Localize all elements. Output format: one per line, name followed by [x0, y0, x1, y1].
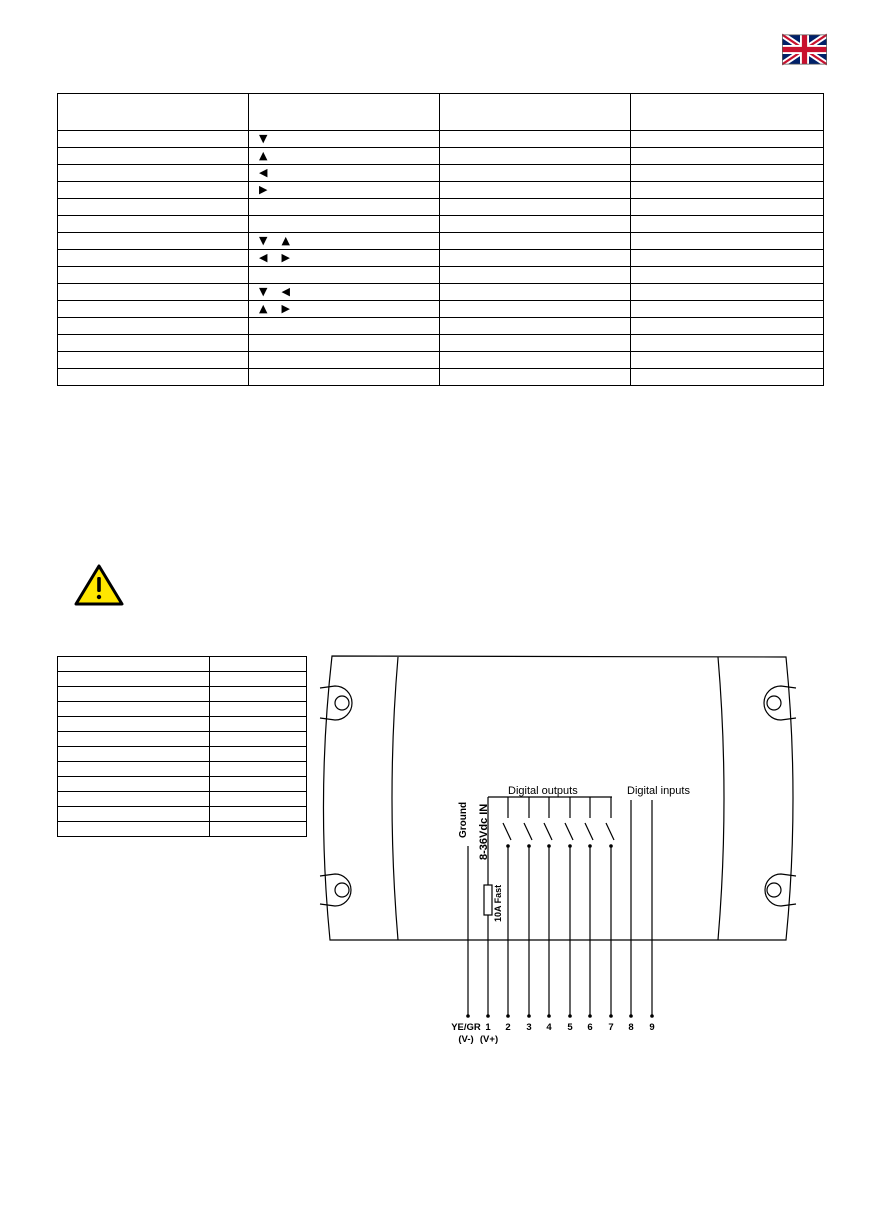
table-header-cell	[631, 94, 824, 131]
table-cell	[58, 687, 210, 702]
table-cell	[58, 672, 210, 687]
table-cell	[440, 233, 631, 250]
table-cell	[210, 747, 307, 762]
table-row	[58, 148, 824, 165]
key-function-table	[57, 93, 824, 386]
table-cell	[58, 747, 210, 762]
table-cell	[631, 250, 824, 267]
table-row	[58, 687, 307, 702]
table-cell	[58, 131, 249, 148]
table-row	[58, 216, 824, 233]
table-cell	[249, 369, 440, 386]
table-cell	[58, 318, 249, 335]
table-cell	[249, 284, 440, 301]
table-cell	[210, 717, 307, 732]
table-cell	[249, 182, 440, 199]
table-cell	[210, 822, 307, 837]
table-cell	[210, 657, 307, 672]
table-cell	[58, 335, 249, 352]
table-row	[58, 301, 824, 318]
table-header-cell	[249, 94, 440, 131]
table-cell	[631, 216, 824, 233]
table-row	[58, 807, 307, 822]
table-row	[58, 182, 824, 199]
table-row	[58, 335, 824, 352]
table-cell	[58, 657, 210, 672]
table-cell	[631, 182, 824, 199]
table-cell	[58, 165, 249, 182]
table-cell	[440, 199, 631, 216]
table-row	[58, 762, 307, 777]
terminal-table	[57, 656, 307, 837]
terminal-label: 3	[526, 1022, 532, 1033]
table-cell	[631, 335, 824, 352]
table-cell	[249, 131, 440, 148]
table-cell	[249, 335, 440, 352]
table-cell	[249, 216, 440, 233]
table-cell	[249, 352, 440, 369]
table-cell	[440, 352, 631, 369]
inputs-label: Digital inputs	[627, 785, 690, 797]
table-cell	[440, 369, 631, 386]
table-cell	[58, 216, 249, 233]
table-cell	[631, 284, 824, 301]
table-row	[58, 747, 307, 762]
terminal-label: 6	[587, 1022, 593, 1033]
warning-icon	[73, 563, 125, 607]
uk-flag-icon	[782, 33, 827, 66]
outputs-label: Digital outputs	[508, 785, 578, 797]
arrow-left-icon: ◀	[259, 251, 268, 265]
table-cell	[58, 822, 210, 837]
table-cell	[631, 267, 824, 284]
table-cell	[58, 148, 249, 165]
table-cell	[440, 335, 631, 352]
table-cell	[58, 182, 249, 199]
table-cell	[249, 233, 440, 250]
table-cell	[631, 369, 824, 386]
arrow-down-icon: ▼	[259, 234, 268, 248]
table-cell	[440, 284, 631, 301]
power-label: 8-36Vdc IN	[478, 803, 490, 860]
table-cell	[249, 250, 440, 267]
table-cell	[58, 284, 249, 301]
terminal-label: 7	[608, 1022, 614, 1033]
table-cell	[440, 301, 631, 318]
polarity-pos-label: (V+)	[479, 1034, 499, 1045]
arrow-left-icon: ◀	[259, 166, 268, 180]
table-row	[58, 352, 824, 369]
table-header-cell	[58, 94, 249, 131]
table-row	[58, 732, 307, 747]
table-cell	[210, 762, 307, 777]
table-row	[58, 369, 824, 386]
table-cell	[58, 732, 210, 747]
table-cell	[440, 165, 631, 182]
table-cell	[210, 792, 307, 807]
table-cell	[249, 318, 440, 335]
table-cell	[58, 807, 210, 822]
table-cell	[58, 352, 249, 369]
table-cell	[210, 777, 307, 792]
table-cell	[210, 687, 307, 702]
terminal-label: YE/GR	[451, 1022, 481, 1033]
table-row	[58, 131, 824, 148]
table-cell	[440, 267, 631, 284]
terminal-label: 9	[649, 1022, 655, 1033]
table-cell	[440, 182, 631, 199]
arrow-up-icon: ▲	[259, 302, 268, 316]
table-cell	[210, 732, 307, 747]
table-cell	[440, 318, 631, 335]
table-cell	[631, 131, 824, 148]
table-cell	[631, 165, 824, 182]
terminal-label: 8	[628, 1022, 634, 1033]
table-cell	[58, 717, 210, 732]
arrow-down-icon: ▼	[259, 132, 268, 146]
table-cell	[58, 267, 249, 284]
table-cell	[58, 702, 210, 717]
table-row	[58, 199, 824, 216]
terminal-label: 2	[505, 1022, 511, 1033]
table-row	[58, 165, 824, 182]
table-row	[58, 250, 824, 267]
table-cell	[58, 233, 249, 250]
table-cell	[210, 672, 307, 687]
table-row	[58, 318, 824, 335]
fuse-label: 10A Fast	[493, 884, 503, 922]
enclosure-outline	[323, 656, 793, 940]
table-cell	[249, 199, 440, 216]
table-cell	[440, 148, 631, 165]
table-cell	[440, 131, 631, 148]
arrow-right-icon: ▶	[259, 183, 268, 197]
arrow-left-icon: ◀	[281, 285, 290, 299]
table-row	[58, 672, 307, 687]
arrow-up-icon: ▲	[281, 234, 290, 248]
table-cell	[631, 233, 824, 250]
table-header-cell	[440, 94, 631, 131]
table-row	[58, 717, 307, 732]
table-row	[58, 777, 307, 792]
table-cell	[631, 301, 824, 318]
table-cell	[631, 148, 824, 165]
table-row	[58, 822, 307, 837]
terminal-label: 1	[485, 1022, 491, 1033]
table-cell	[249, 301, 440, 318]
table-row	[58, 233, 824, 250]
table-cell	[631, 318, 824, 335]
ground-label: Ground	[458, 801, 469, 838]
arrow-down-icon: ▼	[259, 285, 268, 299]
terminal-label: 5	[567, 1022, 573, 1033]
table-cell	[58, 199, 249, 216]
table-cell	[631, 199, 824, 216]
table-row	[58, 284, 824, 301]
table-row	[58, 702, 307, 717]
table-cell	[58, 301, 249, 318]
table-cell	[249, 165, 440, 182]
table-cell	[58, 762, 210, 777]
table-row	[58, 267, 824, 284]
arrow-right-icon: ▶	[281, 251, 290, 265]
arrow-up-icon: ▲	[259, 149, 268, 163]
table-cell	[210, 702, 307, 717]
contact-dots	[466, 844, 654, 1018]
table-row	[58, 657, 307, 672]
table-cell	[58, 777, 210, 792]
table-cell	[58, 369, 249, 386]
arrow-right-icon: ▶	[281, 302, 290, 316]
wiring-diagram	[310, 650, 810, 1050]
table-cell	[631, 352, 824, 369]
table-cell	[58, 250, 249, 267]
table-cell	[210, 807, 307, 822]
terminal-labels	[451, 1022, 654, 1045]
table-cell	[249, 148, 440, 165]
terminal-label: 4	[546, 1022, 552, 1033]
table-row	[58, 792, 307, 807]
table-cell	[249, 267, 440, 284]
table-cell	[440, 250, 631, 267]
table-cell	[58, 792, 210, 807]
polarity-neg-label: (V-)	[458, 1034, 474, 1045]
table-cell	[440, 216, 631, 233]
table-header-row	[58, 94, 824, 131]
